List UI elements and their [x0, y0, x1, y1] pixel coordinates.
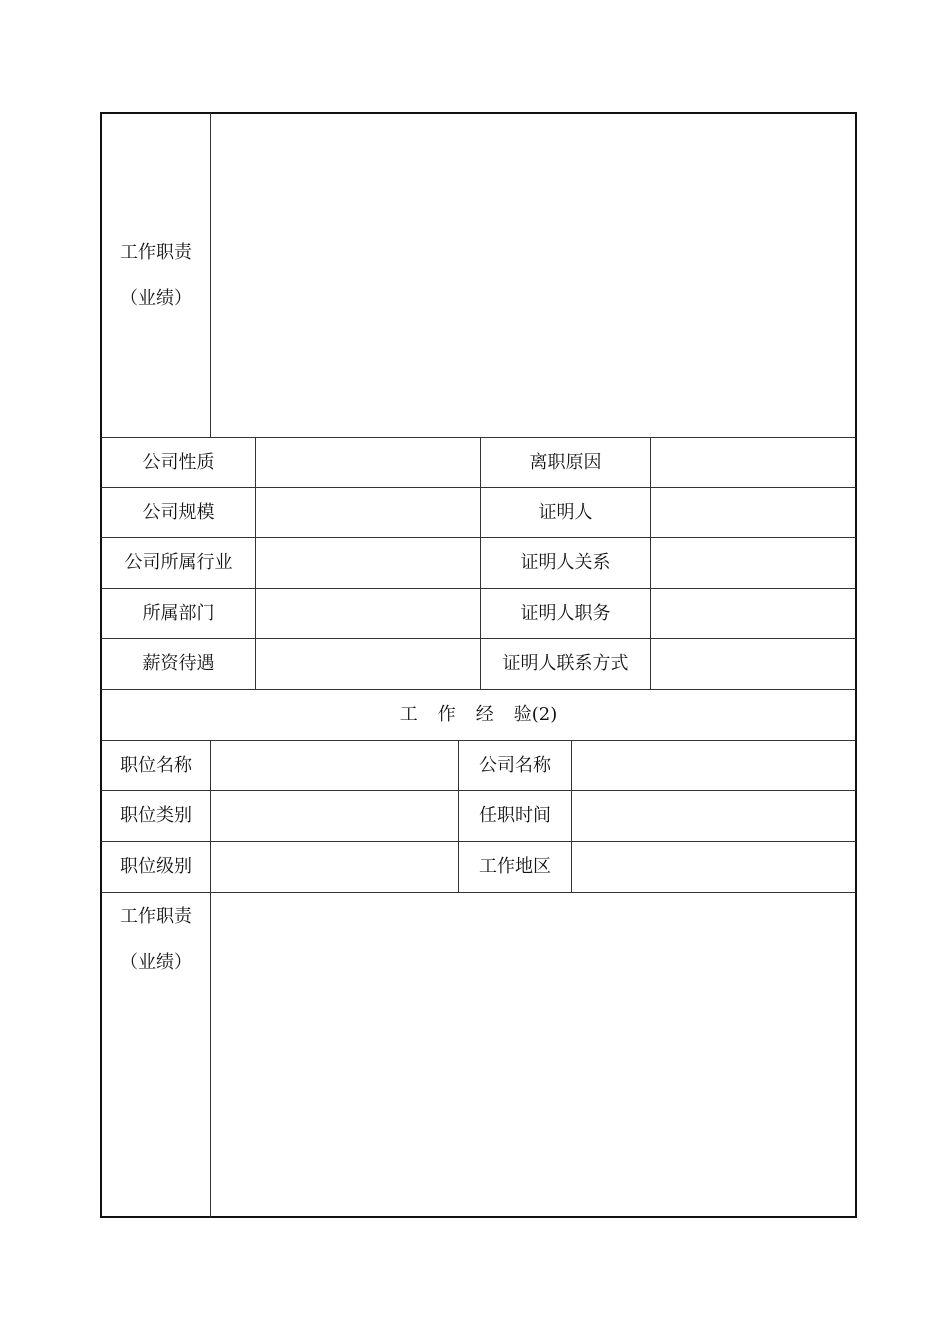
- salary-label: [100, 638, 256, 690]
- reference-contact-label-text: 证明人联系方式: [502, 653, 629, 674]
- top-duties-label-line2: （业绩）: [120, 287, 192, 309]
- company-scale-label-text: 公司规模: [142, 501, 215, 523]
- reference-relation-label: [480, 537, 651, 589]
- company-scale-label: [100, 487, 256, 538]
- top-duties-label-line1: 工作职责: [120, 241, 192, 263]
- position-category-field[interactable]: [210, 790, 459, 842]
- leave-reason-label: [480, 437, 651, 488]
- department-label-text: 所属部门: [142, 602, 215, 624]
- position-level-label-text: 职位级别: [120, 856, 192, 877]
- tenure-label-text: 任职时间: [479, 805, 551, 826]
- position-category-label: [100, 790, 211, 842]
- bottom-duties-content-cell[interactable]: [210, 892, 857, 1218]
- reference-person-label-text: 证明人: [538, 501, 593, 523]
- reference-person-field[interactable]: [650, 487, 857, 538]
- company-nature-field[interactable]: [255, 437, 481, 488]
- title-char-4: 验(2): [513, 704, 558, 725]
- salary-field[interactable]: [255, 638, 481, 690]
- position-level-label: [100, 841, 211, 893]
- bottom-duties-label-cell: [100, 892, 211, 1218]
- title-char-3: 经: [475, 704, 494, 725]
- reference-relation-label-text: 证明人关系: [520, 552, 611, 573]
- department-field[interactable]: [255, 588, 481, 639]
- leave-reason-label-text: 离职原因: [529, 451, 602, 473]
- company-industry-field[interactable]: [255, 537, 481, 589]
- company-industry-label: [100, 537, 256, 589]
- reference-position-label-text: 证明人职务: [520, 602, 611, 624]
- reference-contact-label: [480, 638, 651, 690]
- work-experience-form: [100, 112, 857, 1218]
- work-experience-title: [100, 689, 857, 741]
- reference-position-label: [480, 588, 651, 639]
- position-name-field[interactable]: [210, 740, 459, 791]
- position-name-label: [100, 740, 211, 791]
- company-nature-label: [100, 437, 256, 488]
- work-region-field[interactable]: [571, 841, 857, 893]
- position-level-field[interactable]: [210, 841, 459, 893]
- company-name-label-text: 公司名称: [479, 754, 551, 776]
- reference-position-field[interactable]: [650, 588, 857, 639]
- bottom-duties-label-line2: （业绩）: [120, 952, 192, 973]
- top-duties-content-cell[interactable]: [210, 112, 857, 438]
- reference-person-label: [480, 487, 651, 538]
- work-region-label-text: 工作地区: [479, 856, 551, 877]
- company-industry-label-text: 公司所属行业: [124, 552, 233, 573]
- position-name-label-text: 职位名称: [120, 754, 192, 776]
- title-char-2: 作: [437, 704, 456, 725]
- bottom-duties-label-line1: 工作职责: [120, 906, 192, 927]
- tenure-field[interactable]: [571, 790, 857, 842]
- company-scale-field[interactable]: [255, 487, 481, 538]
- title-char-1: 工: [399, 704, 418, 725]
- top-duties-label-cell: [100, 112, 211, 438]
- company-nature-label-text: 公司性质: [142, 451, 215, 473]
- tenure-label: [458, 790, 572, 842]
- leave-reason-field[interactable]: [650, 437, 857, 488]
- department-label: [100, 588, 256, 639]
- position-category-label-text: 职位类别: [120, 805, 192, 826]
- company-name-field[interactable]: [571, 740, 857, 791]
- work-region-label: [458, 841, 572, 893]
- reference-relation-field[interactable]: [650, 537, 857, 589]
- company-name-label: [458, 740, 572, 791]
- salary-label-text: 薪资待遇: [142, 653, 215, 674]
- reference-contact-field[interactable]: [650, 638, 857, 690]
